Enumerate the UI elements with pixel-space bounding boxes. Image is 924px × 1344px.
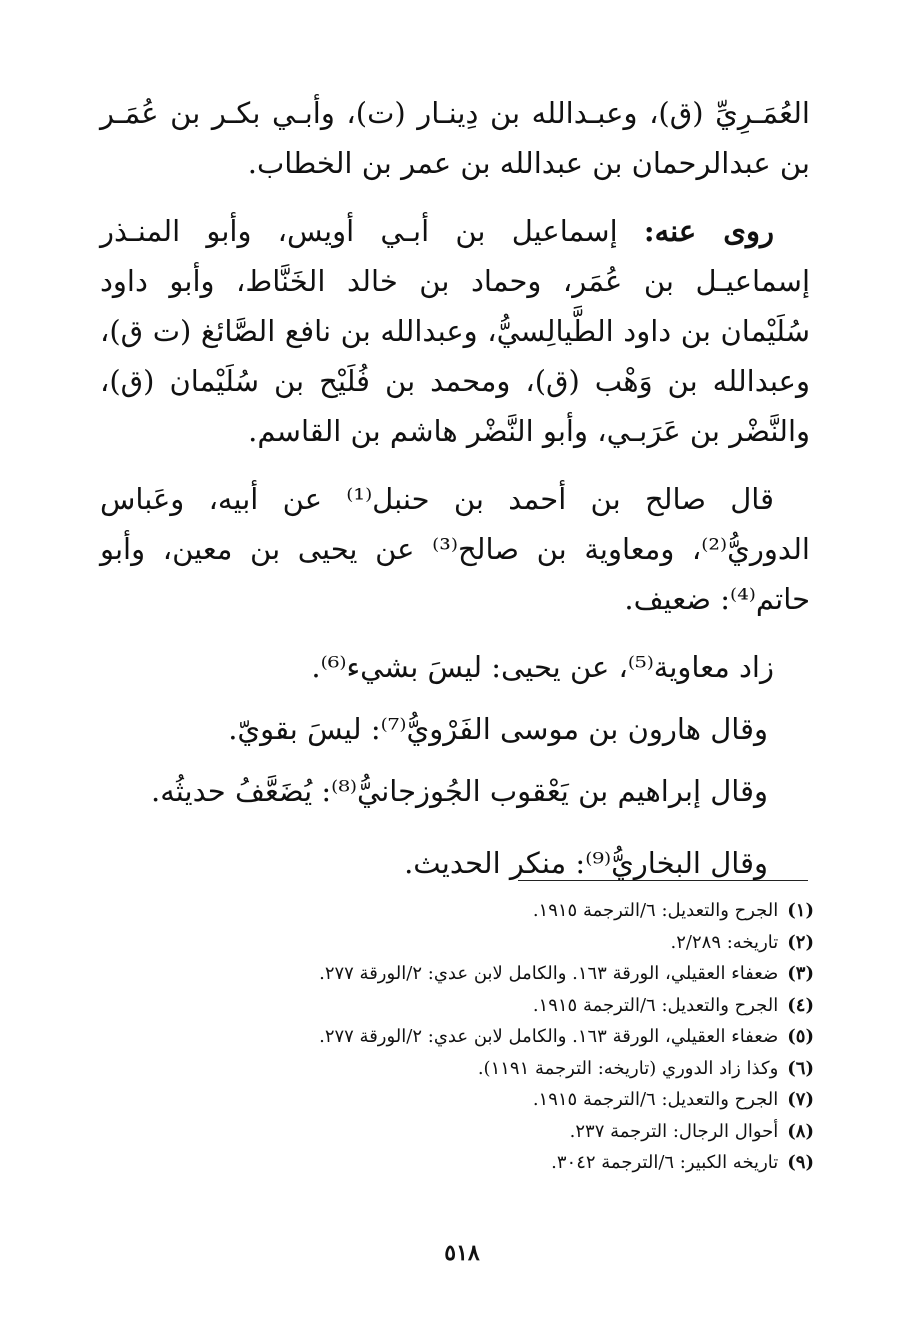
footnote-number: (٦) — [787, 1057, 814, 1079]
paragraph-juzjani: وقال إبراهيم بن يَعْقوب الجُوزجانيُّ⁽⁸⁾: يُضَعَّفُ حديثُه. — [150, 774, 768, 808]
paragraph-harun: وقال هارون بن موسى الفَرْويُّ⁽⁷⁾: ليسَ بقويّ. — [228, 712, 768, 746]
footnote-number: (٨) — [787, 1120, 814, 1142]
footnote-item — [194, 1116, 814, 1148]
paragraph-opinions: قال صالح بن أحمد بن حنبل⁽¹⁾ عن أبيه، وعَباس الدوريُّ⁽²⁾، ومعاوية بن صالح⁽³⁾ عن يحيى بن معين، وأبو حاتم⁽⁴⁾: ضعيف. — [100, 482, 810, 616]
footnote-text: تاريخه الكبير: ٦/الترجمة ٣٠٤٢. — [551, 1152, 779, 1173]
page-number: ٥١٨ — [444, 1240, 480, 1266]
footnote-text: وكذا زاد الدوري (تاريخه: الترجمة ١١٩١). — [477, 1057, 779, 1079]
footnote-divider — [518, 880, 808, 881]
main-text — [100, 88, 810, 900]
narrators-text: إسماعيل بن أبـي أويس، وأبو المنـذر إسماعيـل بن عُمَر، وحماد بن خالد الخَنَّاط، وأبو داود سُلَيْمان بن داود الطَّيالِسيُّ، وعبدالله بن نافع الصَّائغ (ت ق)، وعبدالله بن وَهْب (ق)، ومحمد بن فُلَيْح بن سُلَيْمان (ق)، والنَّضْر بن عَرَبـي، وأبو النَّضْر هاشم بن القاسم. — [100, 214, 810, 448]
paragraph-lineage: العُمَـرِيِّ (ق)، وعبـدالله بن دِينـار (ت)، وأبـي بكـر بن عُمَـر بن عبدالرحمان بن عبدالله بن عمر بن الخطاب. — [100, 96, 810, 180]
footnote-text: ضعفاء العقيلي، الورقة ١٦٣. والكامل لابن عدي: ٢/الورقة ٢٧٧. — [319, 963, 779, 984]
footnote-item — [194, 895, 814, 927]
footnote-number: (٥) — [787, 1026, 814, 1047]
footnote-text: الجرح والتعديل: ٦/الترجمة ١٩١٥. — [532, 900, 779, 921]
footnote-number: (٣) — [787, 963, 814, 984]
paragraph-bukhari: وقال البخاريُّ⁽⁹⁾: منكر الحديث. — [404, 846, 768, 880]
footnote-item — [194, 958, 814, 990]
footnote-item — [194, 1021, 814, 1053]
footnote-number: (٩) — [787, 1152, 814, 1173]
footnote-item — [194, 1053, 814, 1085]
footnote-number: (٤) — [787, 994, 814, 1016]
footnote-number: (٢) — [787, 931, 814, 953]
footnote-item — [194, 927, 814, 959]
footnote-text: تاريخه: ٢/٢٨٩. — [670, 931, 779, 953]
footnote-text: ضعفاء العقيلي، الورقة ١٦٣. والكامل لابن عدي: ٢/الورقة ٢٧٧. — [319, 1026, 779, 1047]
footnote-number: (٧) — [787, 1089, 814, 1110]
footnote-text: الجرح والتعديل: ٦/الترجمة ١٩١٥. — [532, 1089, 779, 1110]
footnote-number: (١) — [787, 900, 814, 921]
footnote-item — [194, 1147, 814, 1179]
narrators-label: روى عنه: — [643, 214, 774, 248]
footnote-text: الجرح والتعديل: ٦/الترجمة ١٩١٥. — [532, 994, 779, 1016]
footnote-text: أحوال الرجال: الترجمة ٢٣٧. — [569, 1120, 779, 1142]
paragraph-narrators — [100, 206, 810, 456]
footnote-item — [194, 1084, 814, 1116]
paragraph-muawiya: زاد معاوية⁽⁵⁾، عن يحيى: ليسَ بشيء⁽⁶⁾. — [311, 650, 774, 684]
footnote-item — [194, 990, 814, 1022]
footnotes — [194, 895, 814, 1179]
